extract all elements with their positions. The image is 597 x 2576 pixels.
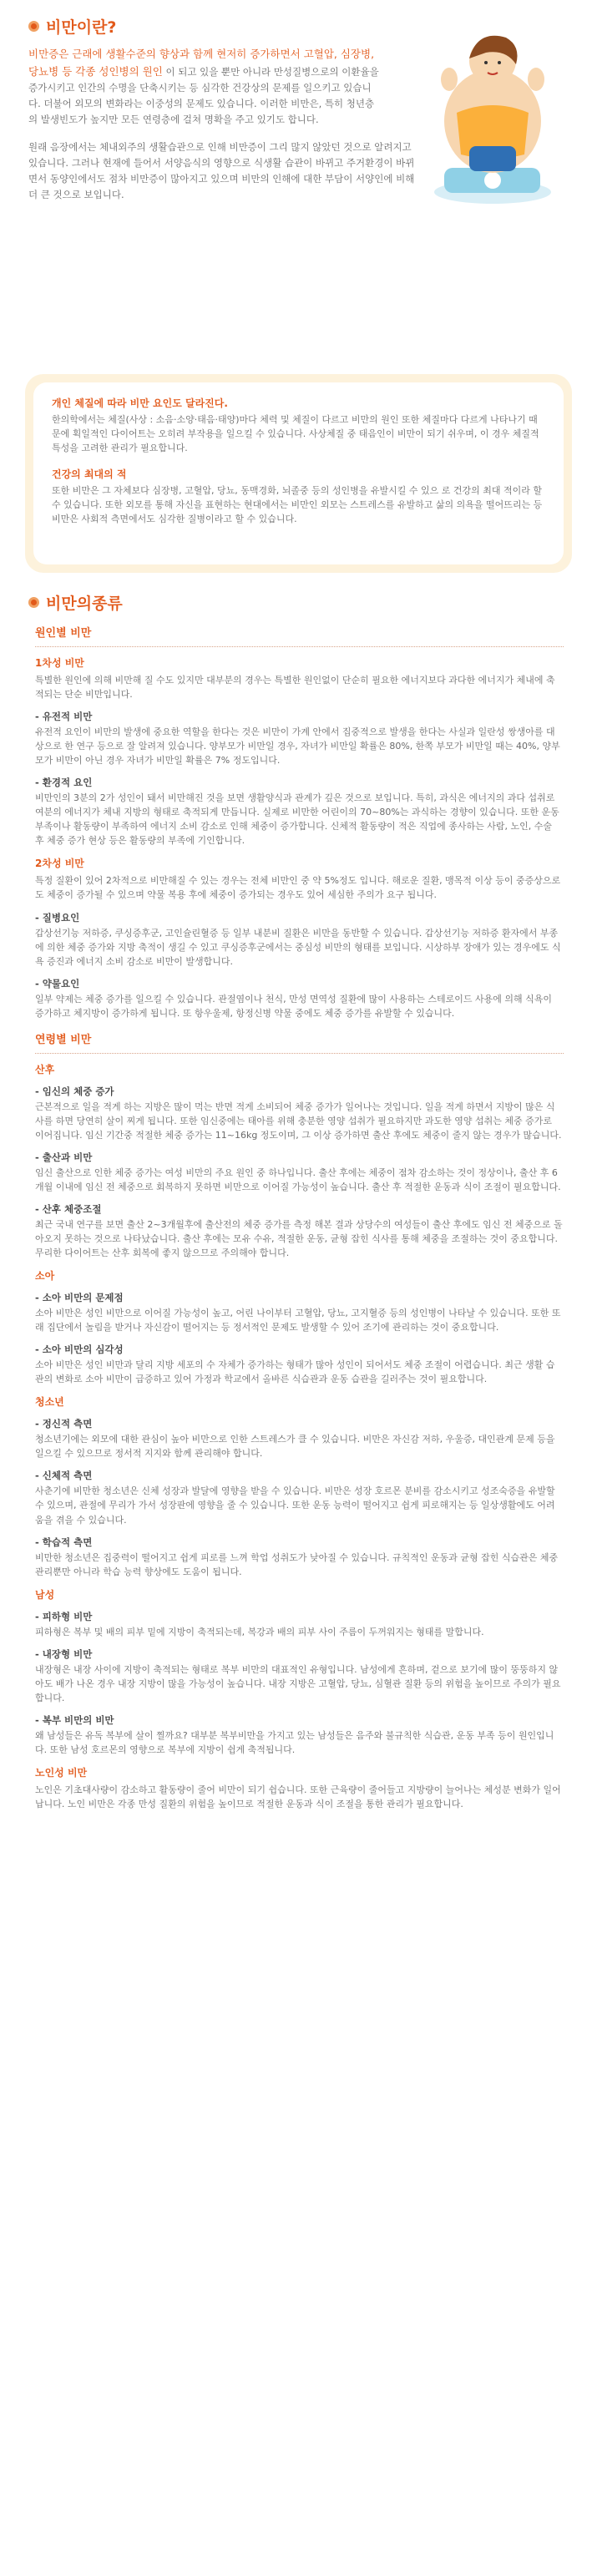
child-m-text: 소아 비만은 성인 비만과 달리 지방 세포의 수 자체가 증가하는 형태가 많아 성인이 되어서도 체중 조절이 어렵습니다. 최근 생활 습관의 변화로 소아 비만이 급증하고 있어 가정과 학교에서 올바른 식습관과 운동 습관을 길러주는 것이 필요합니다.: [35, 1359, 555, 1385]
child-c-text: 소아 비만은 성인 비만으로 이어질 가능성이 높고, 어린 나이부터 고혈압, 당뇨, 고지혈증 등의 성인병이 나타날 수 있습니다. 또한 또래 집단에서 놀림을 받거나 자신감이 떨어지는 등 정서적인 문제도 발생할 수 있어 조기에 관리하는 것이 중요합니다.: [35, 1308, 561, 1334]
disease-text: 갑상선기능 저하증, 쿠싱증후군, 고인슐린혈증 등 일부 내분비 질환은 비만을 동반할 수 있습니다. 갑상선기능 저하증 환자에서 부종에 의한 체중 증가와 지방 축적이 생길 수 있고 쿠싱증후군에서는 중심성 비만의 형태를 보입니다. 시상하부 장애가 있는 경우에도 식욕 증진과 에너지 소비 감소로 비만이 발생합니다.: [35, 927, 561, 967]
box-text-2: 또한 비만은 그 자체보다 심장병, 고혈압, 당뇨, 동맥경화, 뇌졸중 등의 성인병을 유발시킬 수 있으 로 건강의 최대 적이라 할 수 있습니다. 또한 외모를 통해 자신을 표현하는 현대에서는 비만인 외모는 스트레스를 유발하고 삶의 의욕을 떨어뜨리는 등 비만은 사회적 측면에서도 심각한 질병이라고 할 수 있습니다.: [52, 485, 543, 525]
types-title: 비만의종류: [28, 591, 564, 614]
birth-heading: 산후: [35, 1063, 55, 1075]
postpartum-heading: - 출산과 비만: [35, 1151, 93, 1163]
woman-on-scale-illustration: [419, 21, 565, 209]
intro-para1: [28, 46, 379, 128]
preg-text: 근본적으로 일을 적게 하는 지방은 많이 먹는 반면 적게 소비되어 체중 증가가 일어나는 것입니다. 일을 적게 하면서 지방이 많은 식사를 하면 당연히 살이 찌게 됩니다. 또한 임신중에는 태아를 위해 충분한 영양 섭취가 필요하지만 과도한 영양 섭취는 체중 증가로 이어집니다. 임신 기간중 적절한 체중 증가는 11~16kg 정도이며, 그 이상 증가하면 출산 후에도 체중이 줄지 않는 경우가 많습니다.: [35, 1101, 562, 1141]
types-section: [0, 573, 597, 1841]
teen-l-text: 비만한 청소년은 집중력이 떨어지고 쉽게 피로를 느껴 학업 성취도가 낮아질 수 있습니다. 규칙적인 운동과 균형 잡힌 식습관은 체중 관리뿐만 아니라 학습 능력 향상에도 도움이 됩니다.: [35, 1551, 559, 1577]
postpartum-text: 임신 출산으로 인한 체중 증가는 여성 비만의 주요 원인 중 하나입니다. 출산 후에는 체중이 점차 감소하는 것이 정상이나, 출산 후 6개월 이내에 임신 전 체중으로 회복하지 못하면 비만으로 이어질 가능성이 높습니다. 출산 후 적절한 운동과 식이 조절이 필요합니다.: [35, 1167, 561, 1192]
box-title-2: 건강의 최대의 적: [52, 468, 127, 481]
old-heading: 노인성 비만: [35, 1766, 88, 1779]
env-text: 비만인의 3분의 2가 성인이 돼서 비만해진 것을 보면 생활양식과 관계가 깊은 것으로 보입니다. 특히, 과식은 에너지의 과다 섭취로 여분의 에너지가 체내 지방의 형태로 축적되게 만듭니다. 실제로 비만한 어린이의 70~80%는 과식하는 경향이 있습니다. 또한 운동 부족이나 활동량이 부족하여 에너지 소비 감소로 인해 체중이 증가합니다. 신체적 활동량이 적은 직업에 종사하는 사람, 노인, 수술 후 체중 증가 현상 등은 활동량의 부족에 기인합니다.: [35, 792, 559, 847]
preg-heading: - 임신의 체중 증가: [35, 1085, 114, 1097]
after-heading: - 산후 체중조절: [35, 1202, 102, 1215]
after-text: 최근 국내 연구를 보면 출산 2~3개월후에 출산전의 체중 증가를 측정 해본 결과 상당수의 여성들이 출산 후에도 임신 전 체중으로 돌아오지 못하는 것으로 나타났습니다. 출산 후에는 모유 수유, 적절한 운동, 균형 잡힌 식사를 통해 체중을 조절하는 것이 중요합니다. 무리한 다이어트는 산후 회복에 좋지 않으므로 주의해야 합니다.: [35, 1218, 563, 1259]
secondary-heading: 2차성 비만: [35, 858, 84, 870]
male-v-text: 내장형은 내장 사이에 지방이 축적되는 형태로 복부 비만의 대표적인 유형입니다. 남성에게 흔하며, 겉으로 보기에 많이 뚱뚱하지 않아도 배가 나온 경우 내장 지방이 많을 가능성이 높습니다. 내장 지방은 고혈압, 당뇨, 심혈관 질환 등의 위험을 높이므로 주의가 필요합니다.: [35, 1663, 561, 1703]
drug-text: 일부 약제는 체중 증가를 일으킬 수 있습니다. 관절염이나 천식, 만성 면역성 질환에 많이 사용하는 스테로이드 사용에 의해 식욕이 증가하고 체지방이 증가하게 됩니다. 또 항우울제, 항정신병 약물 중에도 체중 증가를 유발할 수 있습니다.: [35, 993, 552, 1019]
bullet-icon: [28, 21, 39, 32]
child-heading: 소아: [35, 1270, 55, 1283]
male-heading: 남성: [35, 1588, 55, 1601]
primary-heading: 1차성 비만: [35, 657, 84, 669]
child-c-heading: - 소아 비만의 문제점: [35, 1292, 124, 1304]
intro-title: 비만이란?: [28, 15, 564, 38]
age-subtitle: 연령별 비만: [35, 1033, 92, 1046]
teen-s-text: 청소년기에는 외모에 대한 관심이 높아 비만으로 인한 스트레스가 클 수 있습니다. 비만은 자신감 저하, 우울증, 대인관계 문제 등을 일으킬 수 있으므로 정서적 지지와 함께 관리해야 합니다.: [35, 1434, 555, 1460]
info-box: [25, 374, 572, 573]
genetic-text: 유전적 요인이 비만의 발생에 중요한 역할을 한다는 것은 비만이 가계 안에서 집중적으로 발생을 한다는 사실과 일란성 쌍생아를 대상으로 한 연구 등으로 잘 알려져 있습니다. 양부모가 비만일 경우, 자녀가 비만일 확률은 80%, 한쪽 부모가 비만일 때는 40%, 양부모가 비만이 아닌 경우 자녀가 비만일 확률은 7% 정도입니다.: [35, 726, 560, 767]
secondary-text: 특정 질환이 있어 2차적으로 비만해질 수 있는 경우는 전체 비만인 중 약 5%정도 입니다. 해로운 질환, 맹목적 이상 등이 중증상으로도 체중이 증가될 수 있으며 약물 복용 후에 체중이 증가되는 경우도 있어 세심한 주의가 요구 됩니다.: [35, 875, 561, 901]
male-w-text: 왜 남성들은 유독 복부에 살이 찔까요? 대부분 복부비만을 가지고 있는 남성들은 음주와 불규칙한 식습관, 운동 부족 등이 원인입니다. 또한 남성 호르몬의 영향으로 복부에 지방이 쉽게 축적됩니다.: [35, 1729, 554, 1755]
teen-heading: 청소년: [35, 1396, 64, 1409]
male-w-heading: - 복부 비만의 비만: [35, 1713, 114, 1726]
teen-p-heading: - 신체적 측면: [35, 1470, 93, 1482]
intro-section: [0, 0, 597, 374]
intro-lead-rest: 이 되고 있을 뿐만 아니라 만성질병으로의 이환율을 증가시키고 인간의 수명을 단축시키는 등 심각한 건강상의 문제를 일으키고 있습니다. 더불어 외모의 변화라는 이중성의 문제도 있습니다. 이러한 비만은, 특히 청년층의 발생빈도가 높지만 모든 연령층에 걸쳐 명확을 주고 있기도 합니다.: [28, 65, 379, 126]
disease-heading: - 질병요인: [35, 911, 80, 924]
intro-lead: 비만증은 근래에 생활수준의 향상과 함께 현저히 증가하면서 고혈압, 심장병, 당뇨병 등 각종 성인병의 원인: [28, 48, 375, 78]
male-v-heading: - 내장형 비만: [35, 1647, 93, 1660]
male-a-text: 피하형은 복부 및 배의 피부 밑에 지방이 축적되는데, 복강과 배의 피부 사이 주름이 두꺼워지는 형태를 말합니다.: [35, 1626, 484, 1637]
old-text: 노인은 기초대사량이 감소하고 활동량이 줄어 비만이 되기 쉽습니다. 또한 근육량이 줄어들고 지방량이 늘어나는 체성분 변화가 일어납니다. 노인 비만은 각종 만성 질환의 위험을 높이므로 적절한 운동과 식이 조절을 통한 관리가 필요합니다.: [35, 1784, 561, 1809]
env-heading: - 환경적 요인: [35, 777, 93, 789]
bullet-icon: [28, 597, 39, 608]
teen-p-text: 사춘기에 비만한 청소년은 신체 성장과 발달에 영향을 받을 수 있습니다. 비만은 성장 호르몬 분비를 감소시키고 성조숙증을 유발할 수 있으며, 관절에 무리가 가서 성장판에 영향을 줄 수 있습니다. 또한 운동 능력이 떨어지고 쉽게 피로해지는 등 일상생활에도 어려움을 겪을 수 있습니다.: [35, 1485, 555, 1526]
drug-heading: - 약물요인: [35, 977, 80, 989]
intro-para2: 원래 음장에서는 체내외주의 생활습관으로 인해 비만증이 그리 많지 않았던 것으로 알려지고 있습니다. 그러나 현재에 들어서 서양음식의 영향으로 식생활 습관이 바뀌고 주거환경이 바뀌면서 동양인에서도 점차 비만증이 많아지고 있으며 비만의 인해에 대한 부담이 서양인에 비해 더 큰 것으로 보입니다.: [28, 141, 415, 201]
teen-l-heading: - 학습적 측면: [35, 1536, 93, 1548]
box-text-1: 한의학에서는 체질(사상 : 소음·소양·태음·태양)마다 체력 및 체질이 다르고 비만의 원인 또한 체질마다 다르게 나타나기 때문에 획일적인 다이어트는 오히려 부작용을 일으킬 수 있습니다. 사상체질 중 태음인이 비만이 되기 쉬우며, 이 경우 체질적 특성을 고려한 관리가 필요합니다.: [52, 414, 539, 454]
cause-subtitle: 원인별 비만: [35, 627, 92, 640]
genetic-heading: - 유전적 비만: [35, 711, 93, 723]
child-m-heading: - 소아 비만의 심각성: [35, 1344, 124, 1356]
primary-text: 특별한 원인에 의해 비만해 질 수도 있지만 대부분의 경우는 특별한 원인없이 단순히 필요한 에너지보다 과다한 에너지가 체내에 축적되는 단순 비만입니다.: [35, 675, 555, 701]
teen-s-heading: - 정신적 측면: [35, 1418, 93, 1430]
male-a-heading: - 피하형 비만: [35, 1610, 93, 1622]
box-title-1: 개인 체질에 따라 비만 요인도 달라진다.: [52, 397, 228, 409]
